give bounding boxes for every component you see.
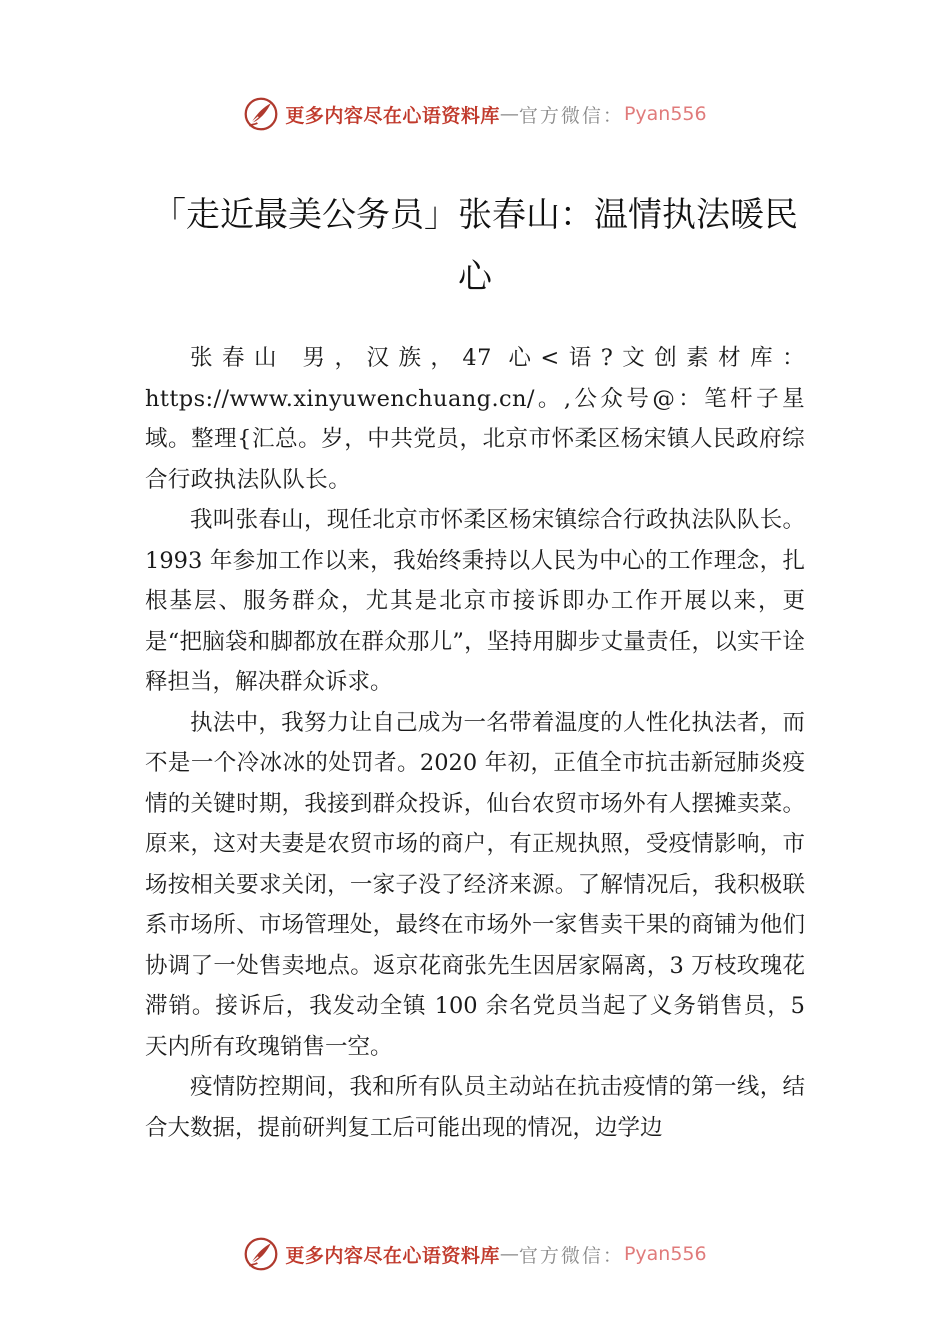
quill-pen-logo-icon	[243, 1236, 279, 1272]
banner-main-text: 更多内容尽在心语资料库	[285, 1244, 500, 1267]
article-paragraph: 执法中，我努力让自己成为一名带着温度的人性化执法者，而不是一个冷冰冰的处罚者。2020 年初，正值全市抗击新冠肺炎疫情的关键时期，我接到群众投诉，仙台农贸市场外有人摆摊卖菜。原来，这对夫妻是农贸市场的商户，有正规执照，受疫情影响，市场按相关要求关闭，一家子没了经济来源。了解情况后，我积极联系市场所、市场管理处，最终在市场外一家售卖干果的商铺为他们协调了一处售卖地点。返京花商张先生因居家隔离，3 万枝玫瑰花滞销。接诉后，我发动全镇 100 余名党员当起了义务销售员，5 天内所有玫瑰销售一空。	[145, 709, 805, 1060]
quill-pen-logo-icon	[243, 96, 279, 132]
banner-wechat-label: 官方微信：	[518, 104, 624, 127]
article-body	[145, 338, 805, 1148]
article-paragraph: 疫情防控期间，我和所有队员主动站在抗击疫情的第一线，结合大数据，提前研判复工后可能出现的情况，边学边	[145, 1074, 805, 1141]
banner-separator: —	[499, 103, 519, 125]
article-paragraph: 我叫张春山，现任北京市怀柔区杨宋镇综合行政执法队队长。1993 年参加工作以来，我始终秉持以人民为中心的工作理念，扎根基层、服务群众，尤其是北京市接诉即办工作开展以来，更是“把脑袋和脚都放在群众那儿”，坚持用脚步丈量责任，以实干诠释担当，解决群众诉求。	[145, 507, 805, 695]
banner-wechat-label: 官方微信：	[518, 1244, 624, 1267]
banner-wechat-account: Pyan556	[623, 1243, 707, 1265]
article-title: 「走近最美公务员」张春山：温情执法暖民心	[152, 195, 798, 297]
article-paragraph: 张春山 男，汉族，47 心<语?文创素材库：https://www.xinyuwenchuang.cn/。,公众号@：笔杆子星域。整理{汇总。岁，中共党员，北京市怀柔区杨宋镇人民政府综合行政执法队队长。	[145, 345, 805, 493]
banner-separator: —	[499, 1243, 519, 1265]
banner-main-text: 更多内容尽在心语资料库	[285, 104, 500, 127]
header-watermark-banner	[0, 94, 950, 134]
banner-wechat-account: Pyan556	[623, 103, 707, 125]
footer-watermark-banner	[0, 1234, 950, 1274]
